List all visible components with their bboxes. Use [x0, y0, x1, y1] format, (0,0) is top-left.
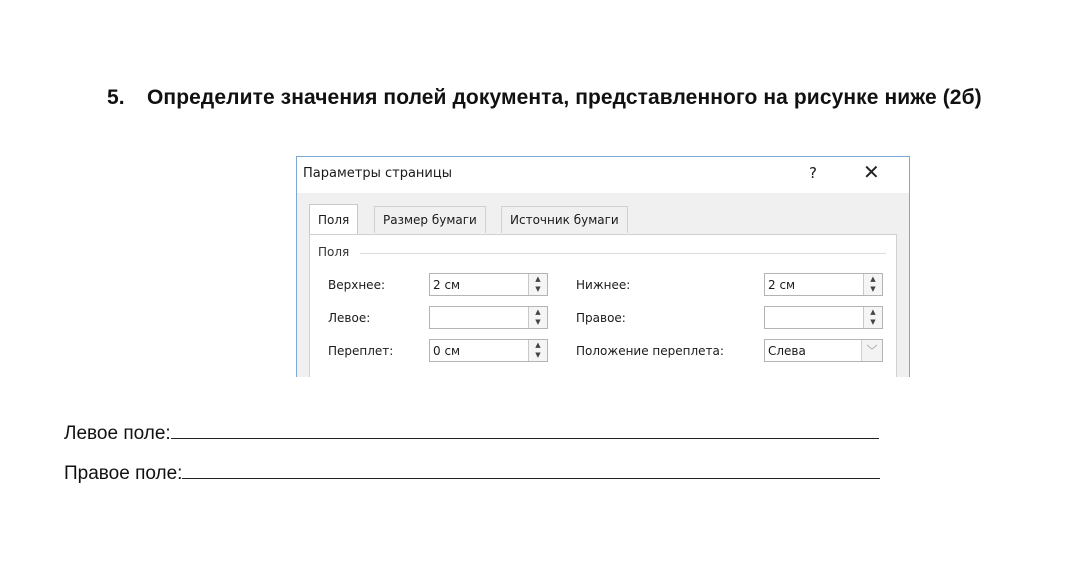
spinner-icon[interactable]: ▲ ▼ — [528, 274, 547, 295]
top-margin-label: Верхнее: — [328, 278, 385, 292]
top-margin-input[interactable] — [429, 273, 548, 296]
gutter-position-value: Слева — [768, 344, 806, 358]
right-answer-label: Правое поле: — [64, 463, 183, 484]
gutter-position-label: Положение переплета: — [576, 344, 724, 358]
left-margin-input[interactable] — [429, 306, 548, 329]
bottom-margin-label: Нижнее: — [576, 278, 631, 292]
tab-margins[interactable]: Поля — [309, 204, 358, 234]
dialog-title: Параметры страницы — [303, 166, 452, 181]
close-icon[interactable]: ✕ — [863, 160, 880, 184]
help-button[interactable]: ? — [809, 164, 817, 182]
tab-paper-source[interactable]: Источник бумаги — [501, 206, 628, 233]
spinner-icon[interactable]: ▲ ▼ — [863, 274, 882, 295]
margins-panel — [309, 234, 897, 377]
page-setup-dialog — [296, 156, 910, 377]
left-answer-line[interactable] — [171, 422, 879, 439]
group-label: Поля — [318, 245, 350, 259]
bottom-margin-input[interactable] — [764, 273, 883, 296]
spinner-icon[interactable]: ▲ ▼ — [528, 307, 547, 328]
chevron-down-icon[interactable]: ﹀ — [861, 340, 882, 361]
right-margin-answer — [64, 462, 880, 485]
spinner-icon[interactable]: ▲ ▼ — [863, 307, 882, 328]
right-margin-input[interactable] — [764, 306, 883, 329]
question-number: 5. — [107, 86, 125, 109]
spinner-icon[interactable]: ▲ ▼ — [528, 340, 547, 361]
tab-paper-size[interactable]: Размер бумаги — [374, 206, 486, 233]
question-text — [107, 86, 982, 110]
bottom-margin-value: 2 см — [768, 278, 796, 292]
gutter-label: Переплет: — [328, 344, 394, 358]
right-answer-line[interactable] — [182, 462, 880, 479]
dialog-titlebar — [297, 157, 909, 193]
gutter-value: 0 см — [433, 344, 461, 358]
gutter-position-select[interactable] — [764, 339, 883, 362]
left-answer-label: Левое поле: — [64, 423, 171, 444]
question-body: Определите значения полей документа, представленного на рисунке ниже (2б) — [147, 86, 982, 109]
left-margin-answer — [64, 422, 879, 445]
group-divider — [360, 253, 886, 254]
gutter-input[interactable] — [429, 339, 548, 362]
right-margin-label: Правое: — [576, 311, 626, 325]
top-margin-value: 2 см — [433, 278, 461, 292]
left-margin-label: Левое: — [328, 311, 371, 325]
